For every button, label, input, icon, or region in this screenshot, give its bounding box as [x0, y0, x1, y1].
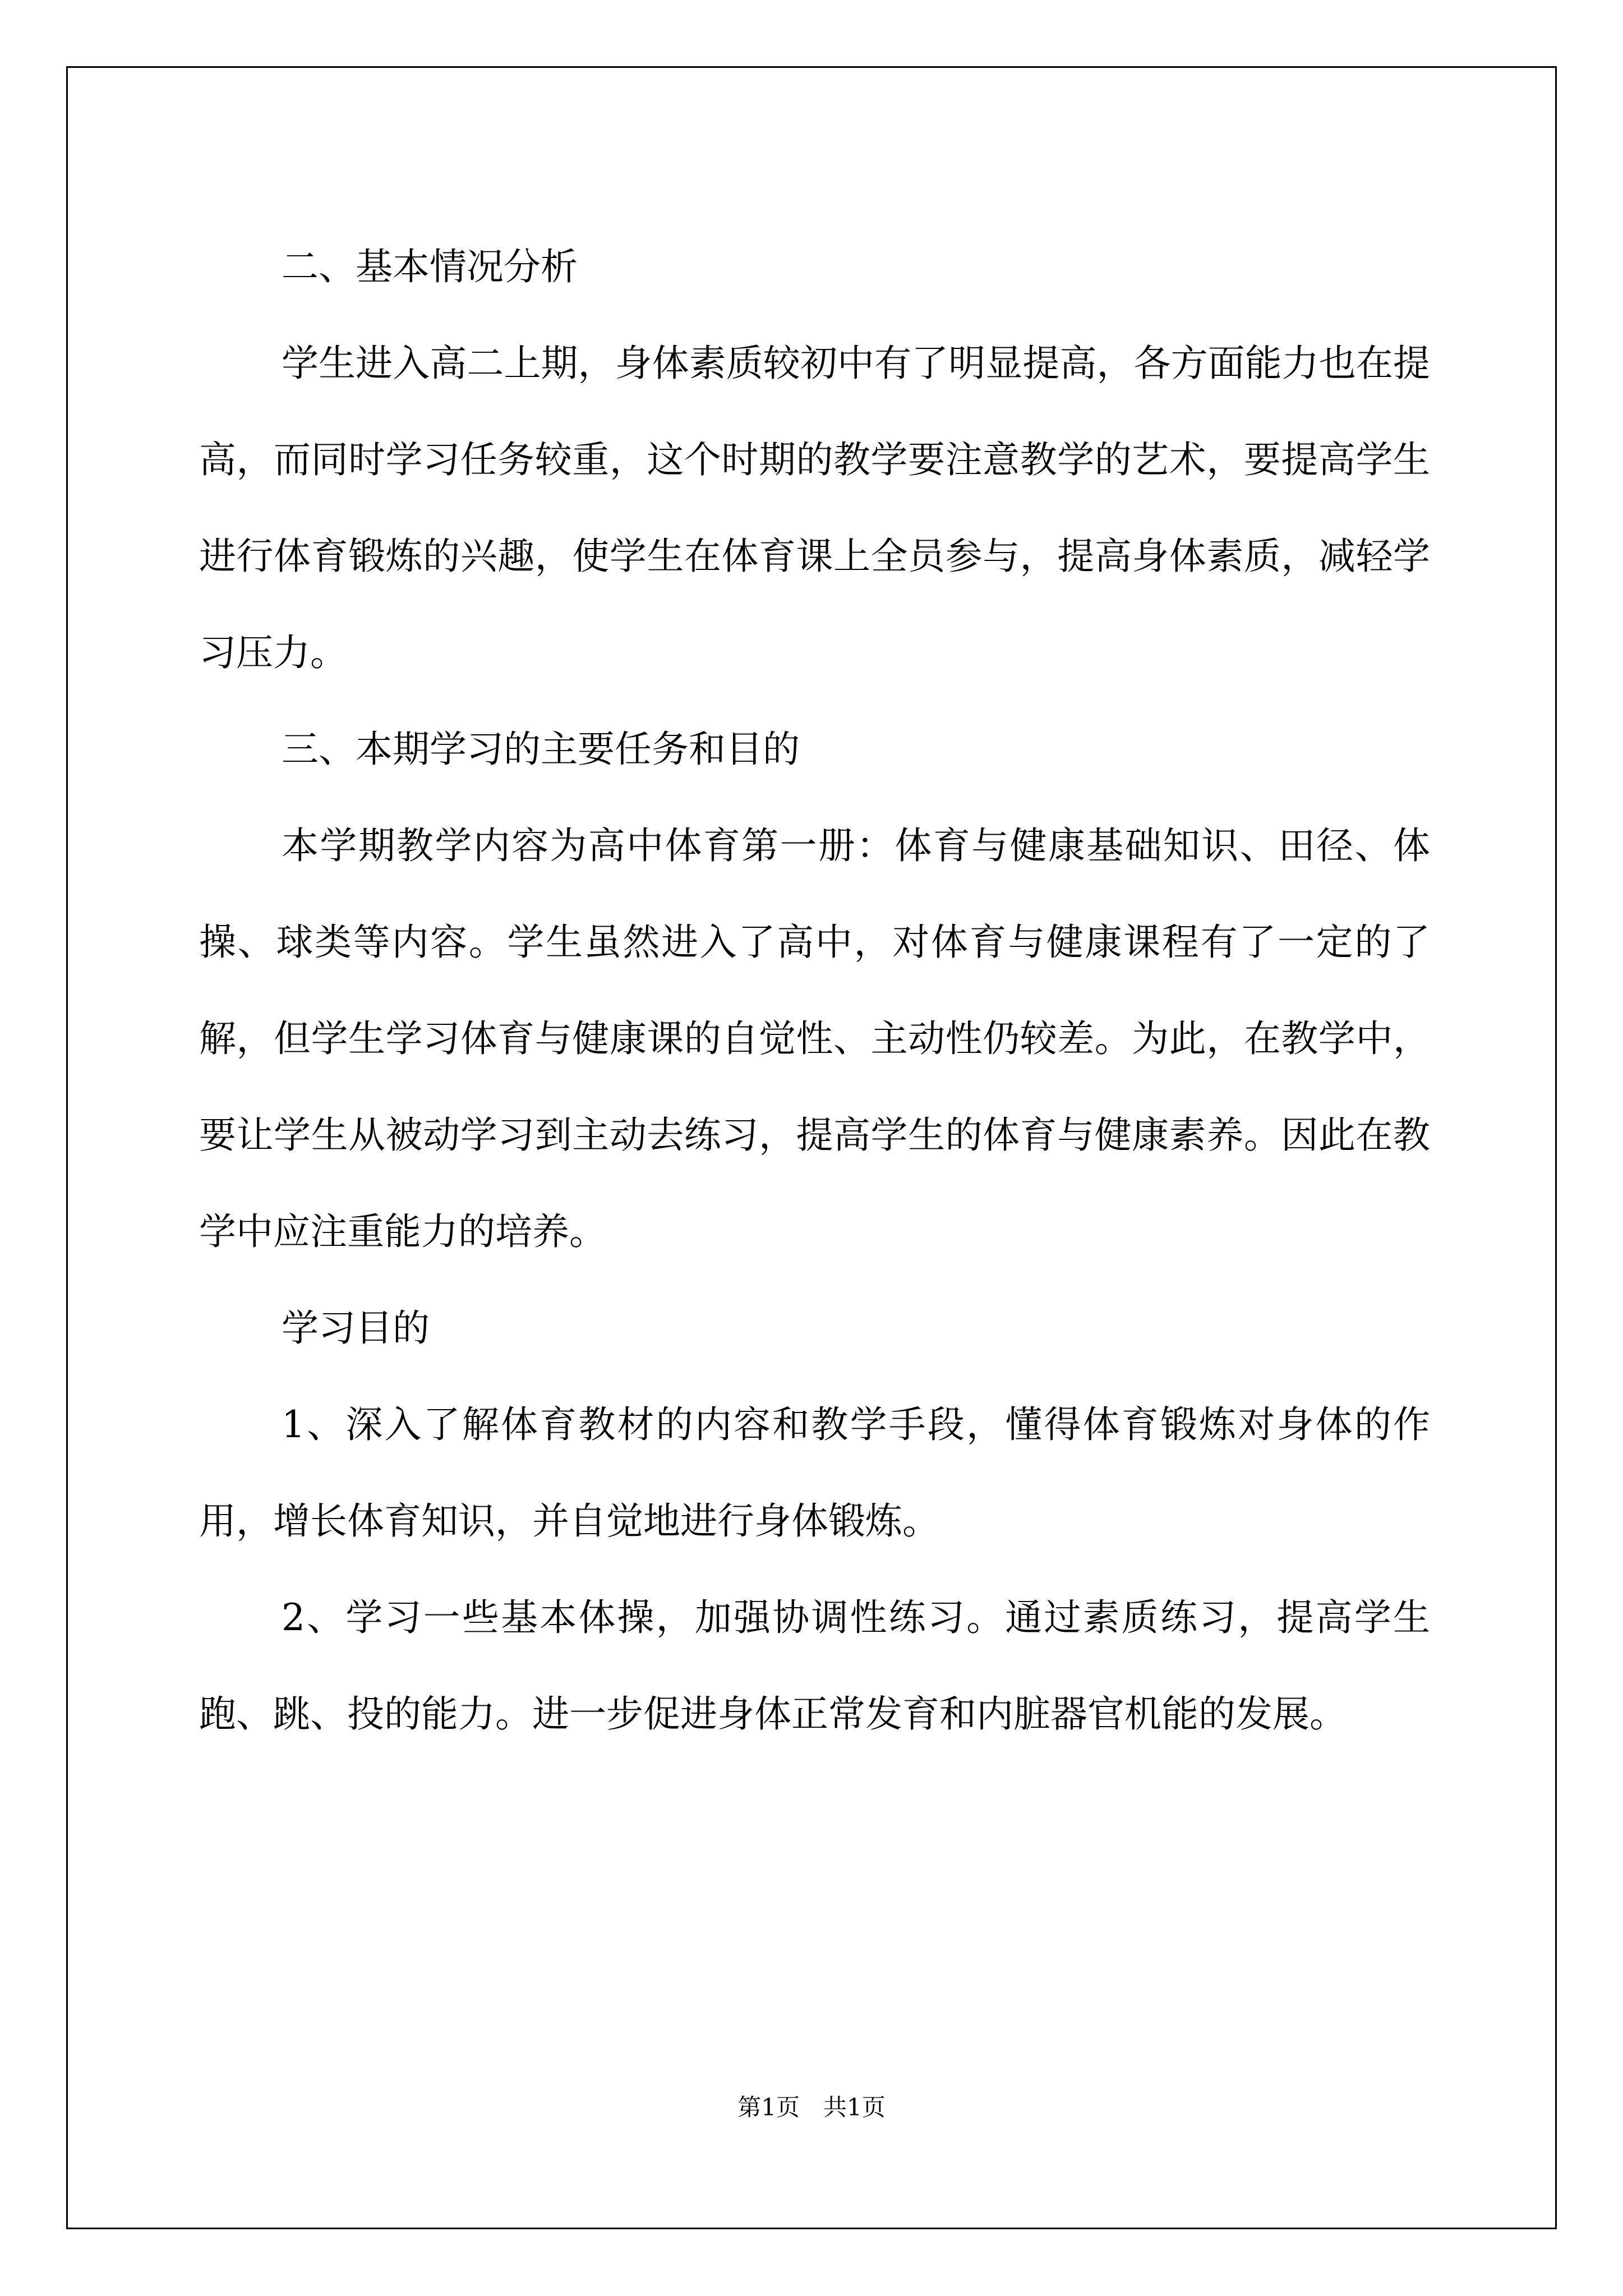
list-item-goal-1: 1、深入了解体育教材的内容和教学手段，懂得体育锻炼对身体的作用，增长体育知识，并自觉地进行身体锻炼。 — [199, 1403, 1430, 1543]
paragraph-teaching-content: 本学期教学内容为高中体育第一册：体育与健康基础知识、田径、体操、球类等内容。学生虽然进入了高中，对体育与健康课程有了一定的了解，但学生学习体育与健康课的自觉性、主动性仍较差。为此，在教学中，要让学生从被动学习到主动去练习，提高学生的体育与健康素养。因此在教学中应注重能力的培养。 — [199, 824, 1430, 1253]
document-body — [199, 219, 1430, 1763]
page-footer: 第1页 共1页 — [737, 2093, 886, 2121]
list-item-goal-2: 2、学习一些基本体操，加强协调性练习。通过素质练习，提高学生跑、跳、投的能力。进一步促进身体正常发育和内脏器官机能的发展。 — [199, 1596, 1430, 1736]
paragraph-situation-analysis: 学生进入高二上期，身体素质较初中有了明显提高，各方面能力也在提高，而同时学习任务较重，这个时期的教学要注意教学的艺术，要提高学生进行体育锻炼的兴趣，使学生在体育课上全员参与，提高身体素质，减轻学习压力。 — [199, 342, 1430, 674]
section-heading-2: 二、基本情况分析 — [282, 245, 578, 288]
subheading-learning-goals: 学习目的 — [282, 1306, 430, 1350]
section-heading-3: 三、本期学习的主要任务和目的 — [282, 728, 800, 771]
